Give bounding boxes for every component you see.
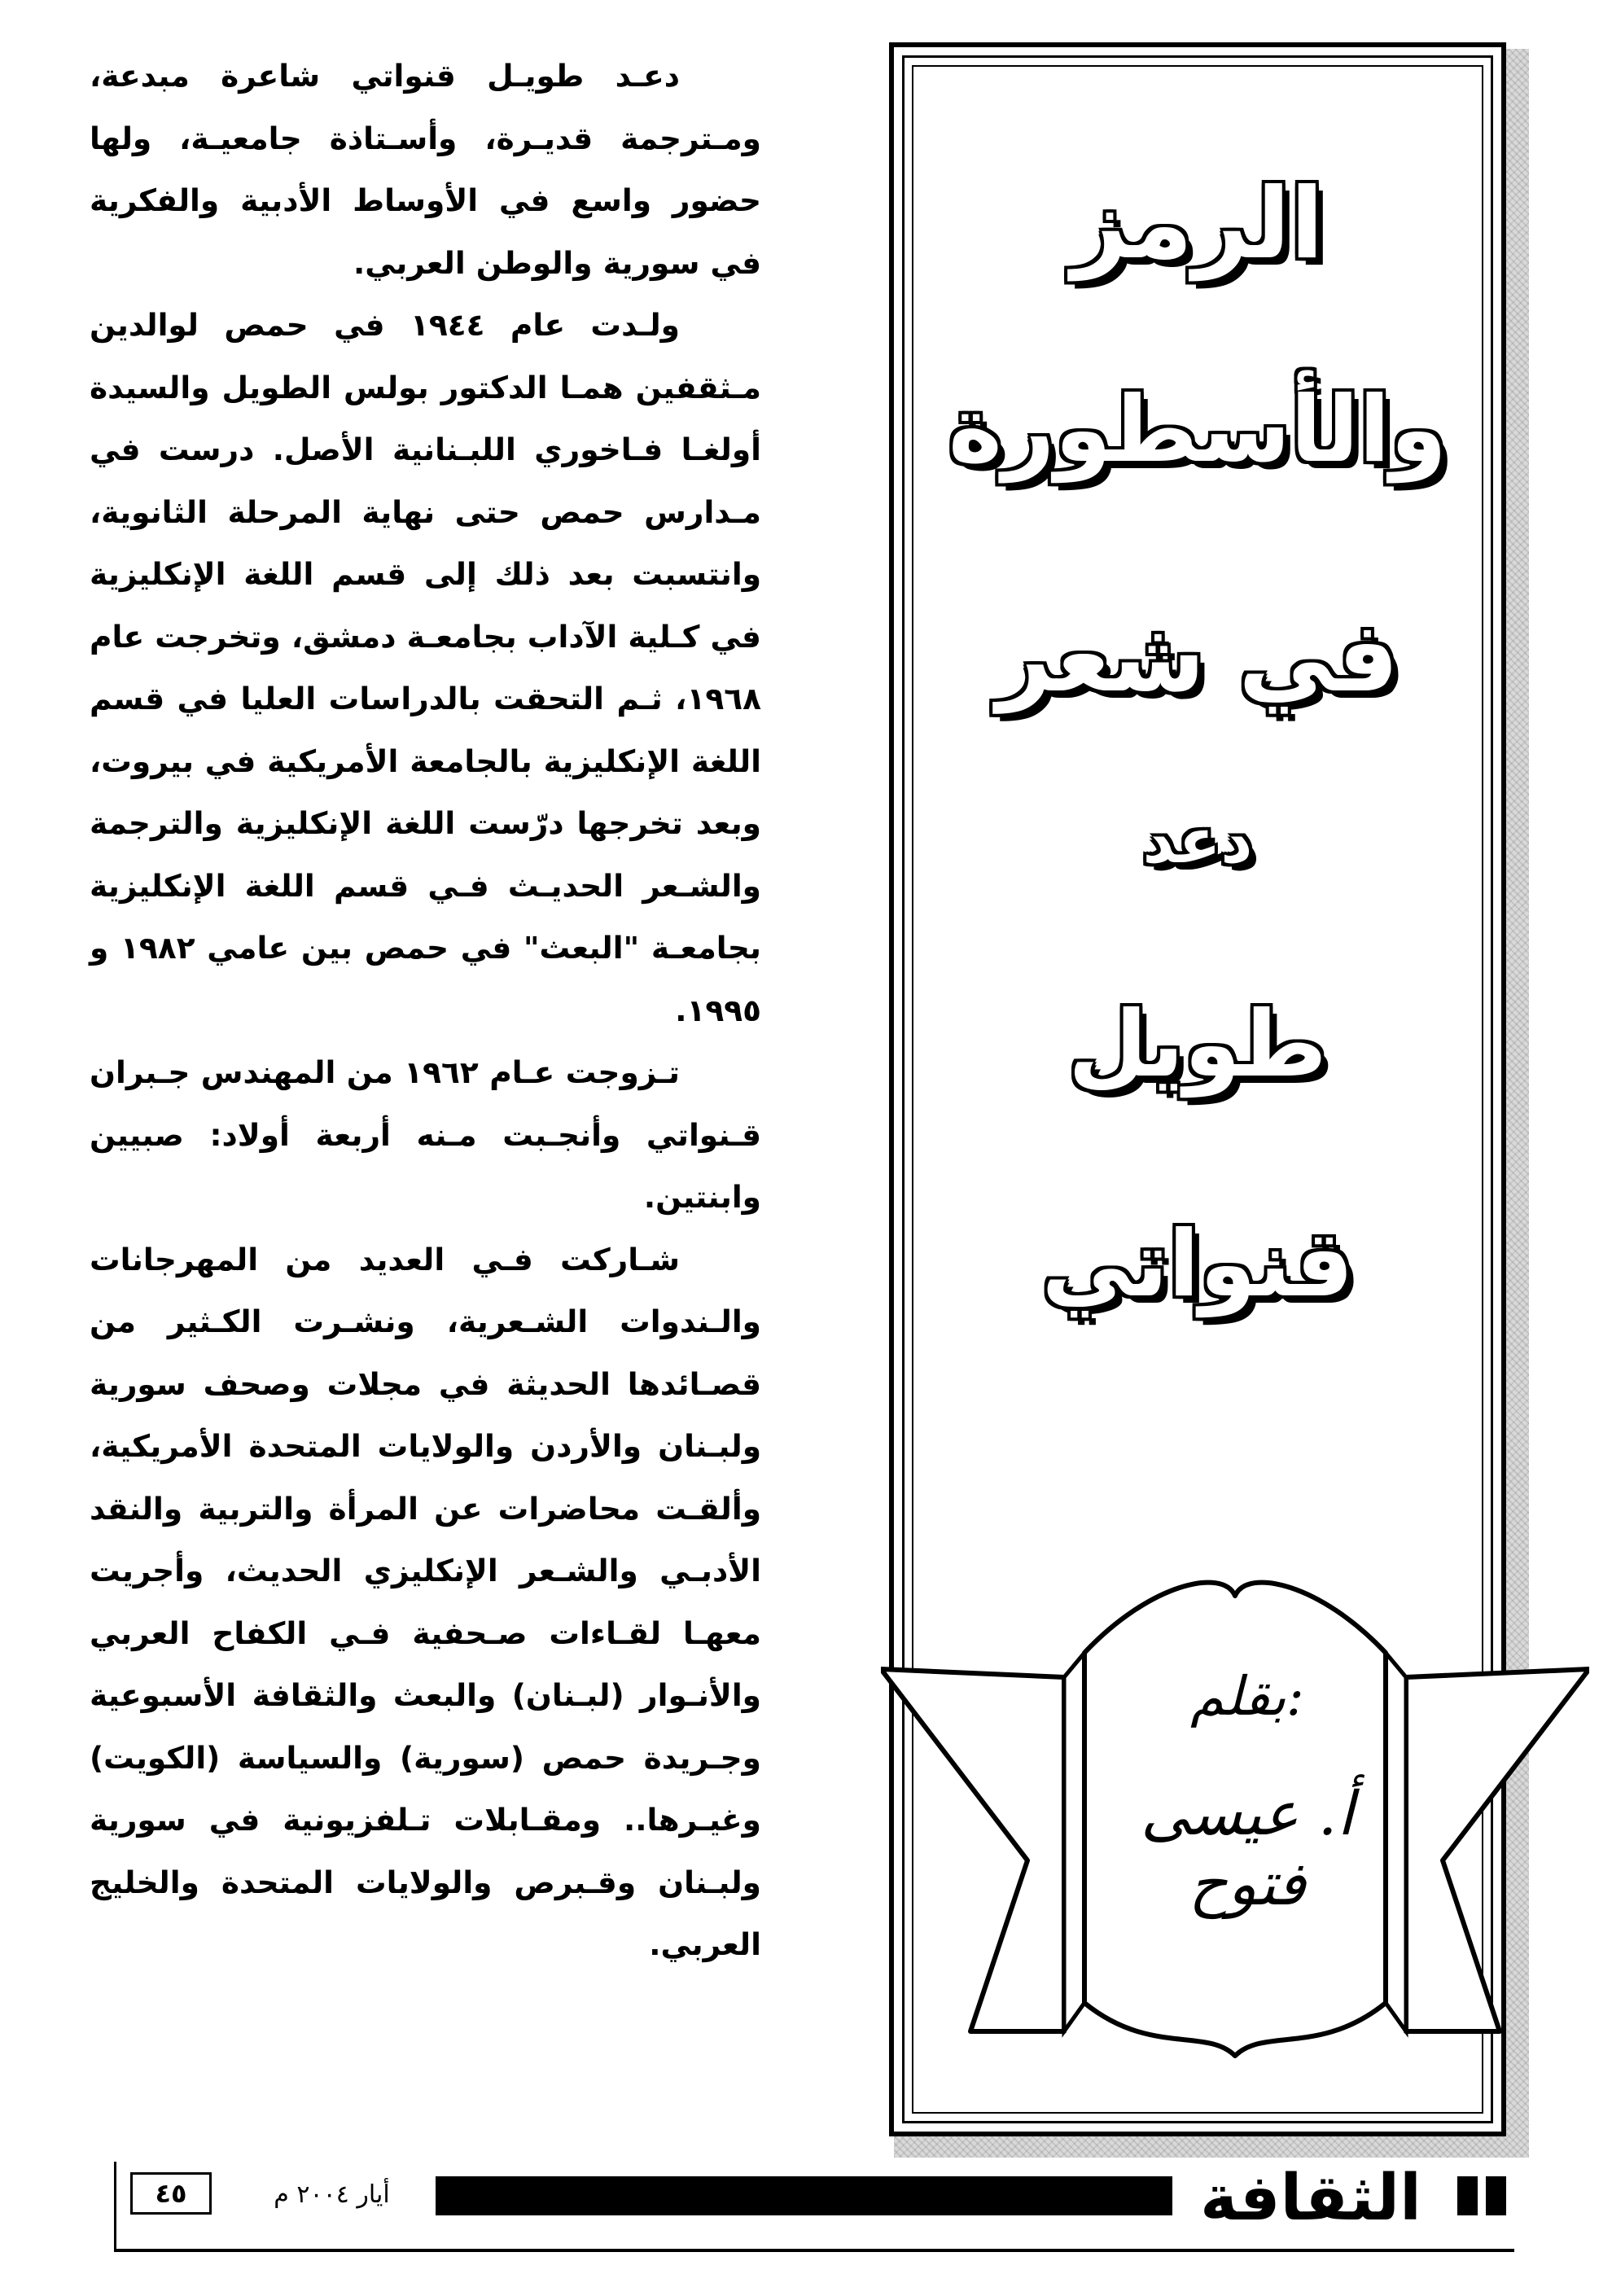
magazine-name: الثقافة — [1172, 2158, 1449, 2239]
title-line-3: في شعر — [997, 601, 1399, 713]
author-name: أ. عيسى فتوح — [1141, 1779, 1354, 1919]
article-paragraph-3: تـزوجت عـام ١٩٦٢ من المهندس جـبران قـنواتي وأنجـبت مـنه أربعة أولاد: صبيين وابنتين. — [90, 1054, 761, 1215]
page-number: ٤٥ — [130, 2172, 212, 2215]
article-paragraph-2: ولـدت عام ١٩٤٤ في حمص لوالدين مـثقفين همـا الدكتور بولس الطويل والسيدة أولغـا فـاخوري اللبـنانية الأصل. درست في مـدارس حمص حتى نهاية المرحلة الثانوية، وانتسبت بعد ذلك إلى قسم اللغة الإنكليزية في كـلية الآداب بجامعـة دمشق، وتخرجت عام ١٩٦٨، ثـم التحقت بالدراسات العليا في قسم اللغة الإنكليزية بالجامعة الأمريكية في بيروت، وبعد تخرجها درّست اللغة الإنكليزية والترجمة والشـعر الحديـث فـي قسم اللغة الإنكليزية بجامعـة "البعث" في حمص بين عامي ١٩٨٢ و ١٩٩٥. — [90, 307, 761, 1028]
title-line-2: والأسطورة — [948, 377, 1448, 483]
footer-bar-cap-outer — [1486, 2176, 1506, 2215]
article-body — [90, 45, 761, 1976]
author-ribbon — [881, 1551, 1589, 2113]
article-paragraph-1: دعـد طويـل قنواتي شاعرة مبدعة، ومـترجمة قديـرة، وأسـتاذة جامعيـة، ولها حضور واسع في الأوساط الأدبية والفكرية في سورية والوطن العربي. — [90, 58, 761, 281]
title-line-6: قنواتي — [1041, 1212, 1354, 1317]
footer-bar-cap — [1457, 2176, 1478, 2215]
footer-left-rule — [114, 2162, 116, 2251]
title-line-1: الرمز — [1071, 168, 1324, 281]
issue-date: أيار ٢٠٠٤ م — [274, 2180, 390, 2209]
title-line-4: دعد — [1142, 804, 1253, 877]
article-paragraph-4: شـاركت فـي العديد من المهرجانات والـندوات الشـعرية، ونشـرت الكـثير من قصـائدها الحديثة في مجلات وصحف سورية ولبـنان والأردن والولايات المتحدة الأمريكية، وألقـت محاضرات عن المرأة والتربية والنقد الأدبـي والشـعر الإنكليزي الحديث، وأجريت معهـا لقـاءات صـحفية فـي الكفاح العربي والأنـوار (لبـنان) والبعث والثقافة الأسبوعية وجـريدة حمص (سورية) والسياسة (الكويت) وغيـرها.. ومقـابلات تـلفزيونية في سورية ولبـنان وقـبرص والولايات المتحدة والخليج العربي. — [90, 1241, 761, 1962]
title-line-5: طويل — [1068, 992, 1327, 1098]
author-label: بقلم: — [1190, 1665, 1304, 1728]
footer-bottom-rule — [114, 2249, 1514, 2252]
